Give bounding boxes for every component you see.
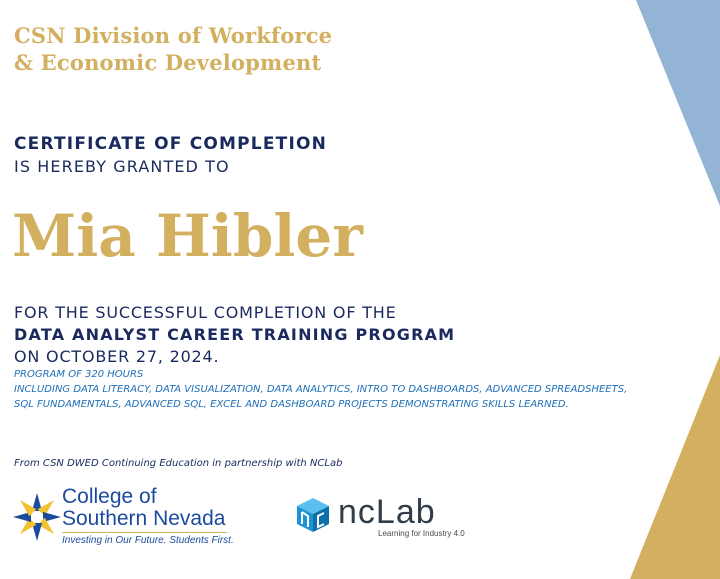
- nclab-logo: [294, 493, 474, 546]
- star-emblem-icon: [12, 492, 62, 542]
- program-name: DATA ANALYST CAREER TRAINING PROGRAM: [14, 325, 456, 344]
- partnership-note: From CSN DWED Continuing Education in partnership with NCLab: [14, 458, 343, 469]
- completion-line: FOR THE SUCCESSFUL COMPLETION OF THE: [14, 303, 397, 322]
- csn-divider: [62, 532, 227, 533]
- csn-name-line-2: Southern Nevada: [62, 507, 226, 530]
- program-topics-2: SQL FUNDAMENTALS, ADVANCED SQL, EXCEL AND DASHBOARD PROJECTS DEMONSTRATING SKILLS LEARNED.: [14, 399, 569, 410]
- granted-text: IS HEREBY GRANTED TO: [14, 157, 230, 176]
- csn-logo: [12, 486, 232, 548]
- nclab-tagline: Learning for Industry 4.0: [378, 529, 465, 538]
- organization-name: [14, 22, 332, 76]
- program-topics-1: INCLUDING DATA LITERACY, DATA VISUALIZATION, DATA ANALYTICS, INTRO TO DASHBOARDS, ADVANCED SPREADSHEETS,: [14, 384, 628, 395]
- certificate-title: CERTIFICATE OF COMPLETION: [14, 134, 328, 154]
- completion-date: ON OCTOBER 27, 2024.: [14, 347, 220, 366]
- cube-icon: [294, 496, 332, 534]
- nclab-wordmark: ncLab: [338, 493, 436, 531]
- org-line-1: CSN Division of Workforce: [14, 23, 333, 48]
- program-hours: PROGRAM OF 320 HOURS: [14, 369, 144, 380]
- org-line-2: & Economic Development: [14, 50, 322, 75]
- csn-tagline: Investing in Our Future. Students First.: [62, 535, 234, 546]
- bottom-right-gold-triangle: [630, 355, 720, 579]
- csn-name-line-1: College of: [62, 485, 157, 508]
- top-right-blue-triangle: [636, 0, 720, 206]
- recipient-name: Mia Hibler: [12, 202, 363, 270]
